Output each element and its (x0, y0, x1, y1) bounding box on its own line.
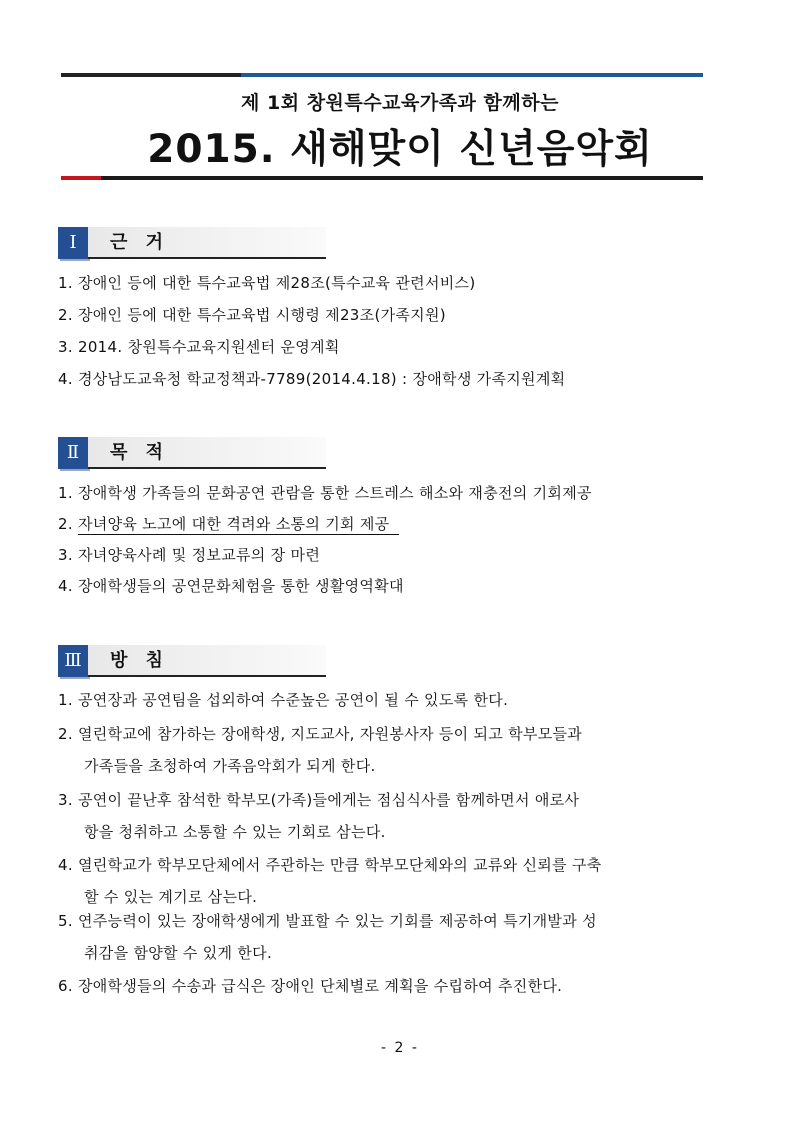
list-item: 3. 2014. 창원특수교육지원센터 운영계획 (58, 338, 340, 356)
list-item (58, 514, 399, 534)
list-item-number: 2. (58, 515, 73, 533)
top-rule (61, 73, 703, 77)
document-subtitle: 제 1회 창원특수교육가족과 함께하는 (241, 92, 559, 114)
page-number: - 2 - (381, 1040, 419, 1056)
list-item: 2. 장애인 등에 대한 특수교육법 시행령 제23조(가족지원) (58, 306, 446, 324)
list-item-continuation: 가족들을 초청하여 가족음악회가 되게 한다. (84, 757, 376, 775)
section-title: 근 거 (88, 227, 326, 259)
list-item-continuation: 취감을 함양할 수 있게 한다. (84, 944, 273, 962)
section-number: Ⅰ (58, 227, 88, 259)
section-header-basis (58, 227, 326, 261)
list-item: 4. 장애학생들의 공연문화체험을 통한 생활영역확대 (58, 577, 404, 595)
section-header-policy (58, 645, 326, 679)
list-item: 4. 경상남도교육청 학교정책과-7789(2014.4.18) : 장애학생 가족지원계획 (58, 370, 566, 388)
list-item-continuation: 항을 청취하고 소통할 수 있는 기회로 삼는다. (84, 823, 386, 841)
bottom-rule (61, 176, 703, 180)
section-header-purpose (58, 437, 326, 471)
list-item: 1. 장애인 등에 대한 특수교육법 제28조(특수교육 관련서비스) (58, 274, 476, 292)
list-item: 4. 열린학교가 학부모단체에서 주관하는 만큼 학부모단체와의 교류와 신뢰를 구축 (58, 856, 602, 874)
list-item: 2. 열린학교에 참가하는 장애학생, 지도교사, 자원봉사자 등이 되고 학부모들과 (58, 725, 583, 743)
section-title: 목 적 (88, 437, 326, 469)
list-item: 3. 공연이 끝난후 참석한 학부모(가족)들에게는 점심식사를 함께하면서 애로사 (58, 791, 580, 809)
list-item: 6. 장애학생들의 수송과 급식은 장애인 단체별로 계획을 수립하여 추진한다. (58, 977, 563, 995)
section-number: Ⅱ (58, 437, 88, 469)
list-item-continuation: 할 수 있는 계기로 삼는다. (84, 888, 258, 906)
list-item: 3. 자녀양육사례 및 정보교류의 장 마련 (58, 546, 321, 564)
document-title: 2015. 새해맞이 신년음악회 (147, 127, 653, 172)
list-item: 5. 연주능력이 있는 장애학생에게 발표할 수 있는 기회를 제공하여 특기개발과 성 (58, 912, 597, 930)
section-title: 방 침 (88, 645, 326, 677)
underlined-text: 자녀양육 노고에 대한 격려와 소통의 기회 제공 (78, 515, 399, 535)
list-item: 1. 공연장과 공연팀을 섭외하여 수준높은 공연이 될 수 있도록 한다. (58, 691, 509, 709)
list-item: 1. 장애학생 가족들의 문화공연 관람을 통한 스트레스 해소와 재충전의 기회제공 (58, 484, 592, 502)
section-number: Ⅲ (58, 645, 88, 677)
